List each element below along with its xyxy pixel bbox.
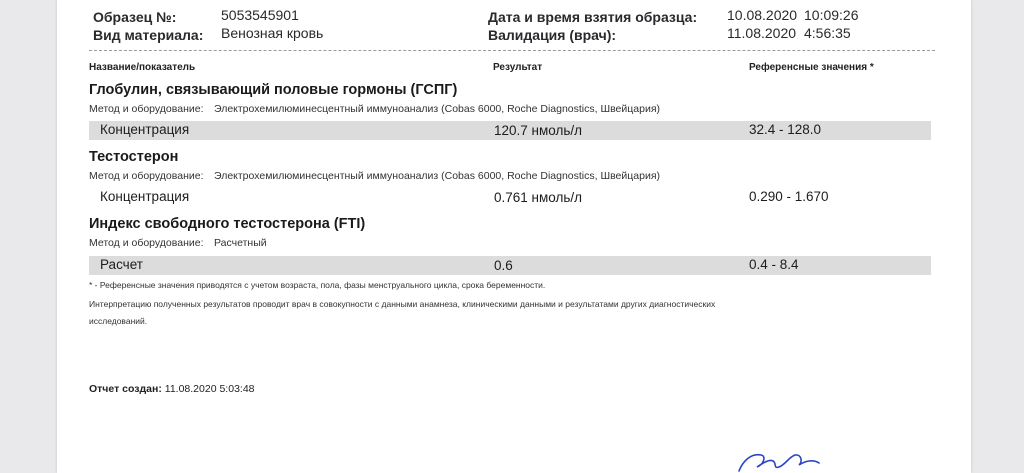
method-value: Расчетный (214, 237, 267, 249)
column-header-name: Название/показатель (89, 62, 196, 73)
result-value: 0.761 нмоль/л (494, 190, 583, 205)
validation-time-value: 4:56:35 (804, 25, 851, 41)
sample-number-label: Образец №: (93, 9, 177, 25)
method-label: Метод и оборудование: (89, 103, 204, 115)
method-label: Метод и оборудование: (89, 237, 204, 249)
column-header-reference: Референсные значения * (749, 62, 874, 73)
report-page (57, 0, 971, 473)
report-created (89, 383, 255, 395)
material-type-label: Вид материала: (93, 27, 204, 43)
method-label: Метод и оборудование: (89, 170, 204, 182)
interpretation-note: Интерпретацию полученных результатов проводит врач в совокупности с данными анамнеза, клиническими данными и результатами других диагностических исследований. (89, 299, 716, 326)
sampling-datetime-label: Дата и время взятия образца: (488, 9, 698, 25)
report-created-date: 11.08.2020 (164, 383, 217, 395)
signature-image (733, 447, 823, 473)
result-row-label: Концентрация (100, 122, 190, 137)
test-title-fti: Индекс свободного тестостерона (FTI) (89, 216, 366, 232)
reference-range: 0.4 - 8.4 (749, 257, 799, 272)
result-value: 120.7 нмоль/л (494, 123, 583, 138)
header-divider (89, 50, 935, 51)
reference-footnote: * - Референсные значения приводятся с учетом возраста, пола, фазы менструального цикла, срока беременности. (89, 280, 546, 290)
reference-range: 0.290 - 1.670 (749, 189, 829, 204)
test-title-shbg: Глобулин, связывающий половые гормоны (ГСПГ) (89, 82, 458, 98)
result-row-label: Концентрация (100, 189, 190, 204)
test-title-testosterone: Тестостерон (89, 149, 179, 165)
validation-label: Валидация (врач): (488, 27, 617, 43)
result-value: 0.6 (494, 258, 513, 273)
sampling-date-value: 10.08.2020 (727, 7, 798, 23)
report-created-time: 5:03:48 (219, 383, 255, 395)
reference-range: 32.4 - 128.0 (749, 122, 822, 137)
method-value: Электрохемилюминесцентный иммуноанализ (Cobas 6000, Roche Diagnostics, Швейцария) (214, 170, 661, 182)
result-row-label: Расчет (100, 257, 143, 272)
sampling-time-value: 10:09:26 (804, 7, 859, 23)
column-header-result: Результат (493, 62, 543, 73)
report-created-label: Отчет создан: (89, 383, 162, 395)
method-value: Электрохемилюминесцентный иммуноанализ (Cobas 6000, Roche Diagnostics, Швейцария) (214, 103, 661, 115)
sample-number-value: 5053545901 (221, 7, 299, 23)
validation-date-value: 11.08.2020 (727, 25, 797, 41)
material-type-value: Венозная кровь (221, 25, 324, 41)
